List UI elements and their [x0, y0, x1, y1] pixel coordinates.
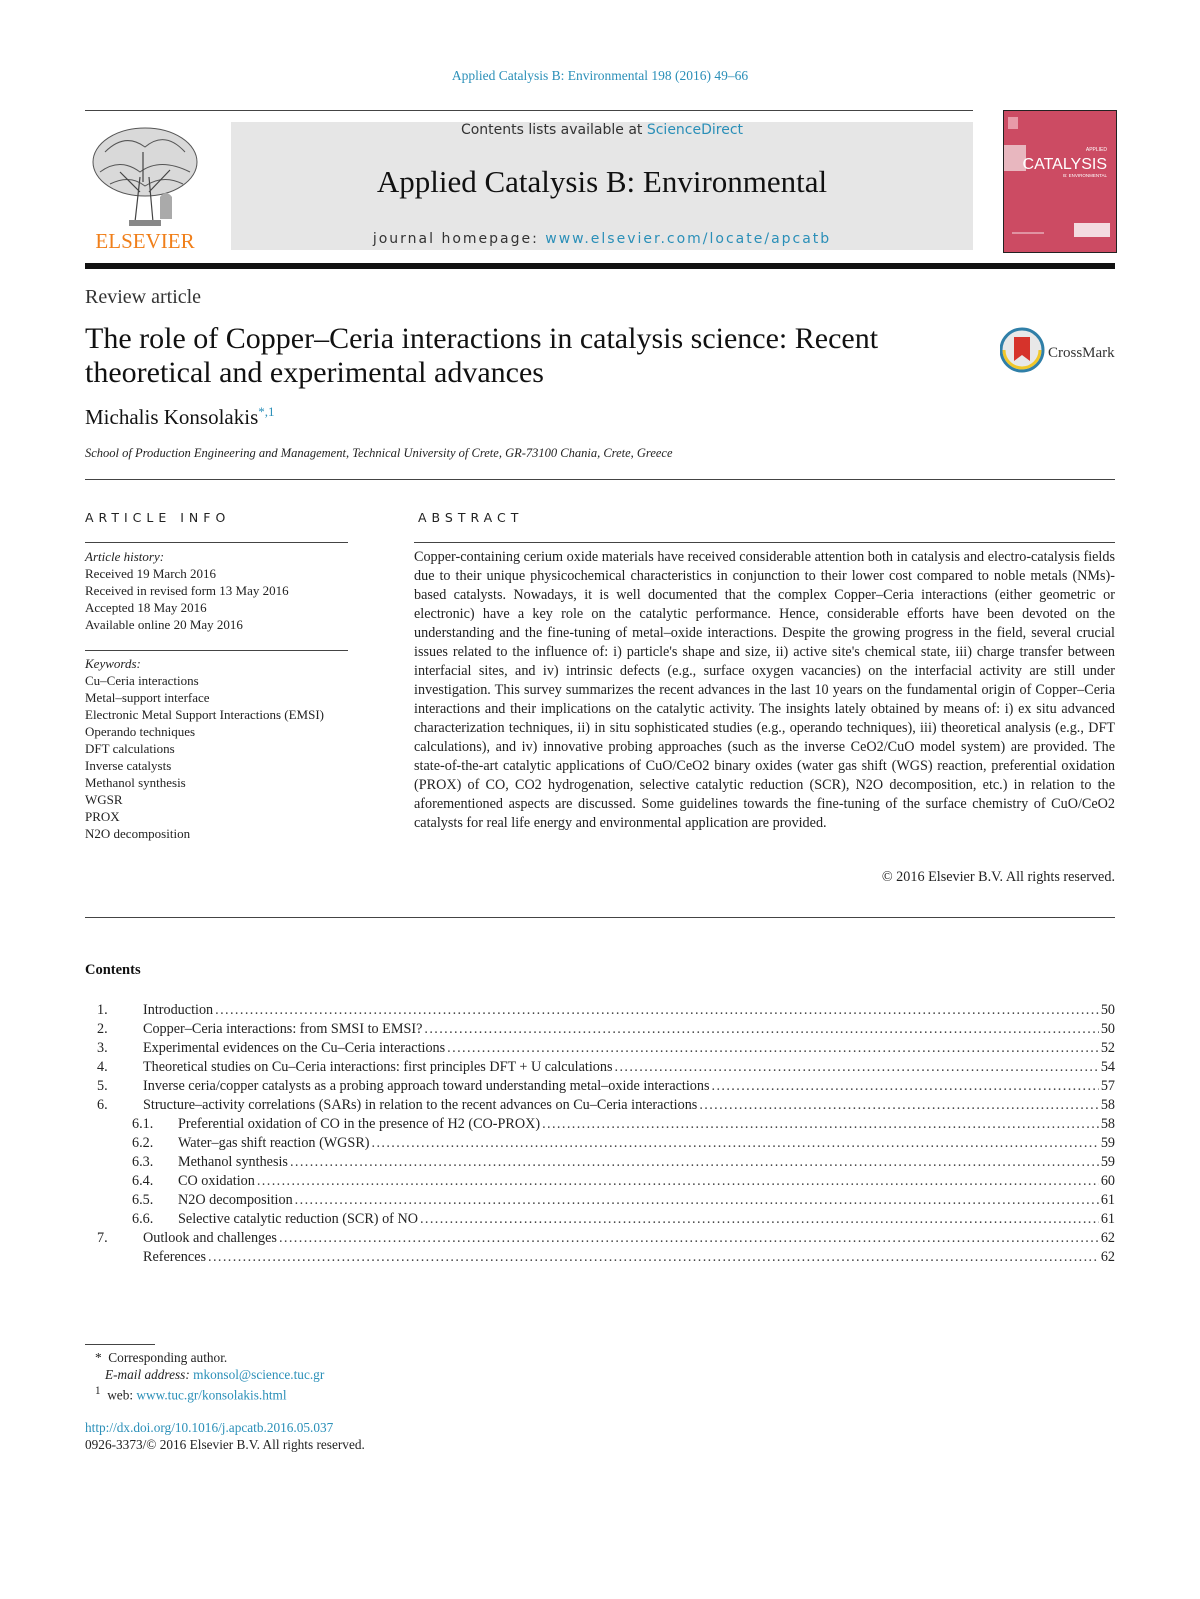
- history-label: Article history:: [85, 549, 165, 564]
- toc-leader: [215, 1001, 1099, 1020]
- toc-entry[interactable]: [85, 1153, 1115, 1172]
- toc-title: Preferential oxidation of CO in the presence of H2 (CO-PROX): [178, 1116, 541, 1132]
- toc-entry[interactable]: [85, 1115, 1115, 1134]
- keyword: Operando techniques: [85, 724, 196, 739]
- author-name: Michalis Konsolakis$^{*,1}$: [85, 404, 275, 429]
- toc-entry[interactable]: [85, 1039, 1115, 1058]
- toc-title: Water–gas shift reaction (WGSR): [178, 1135, 370, 1151]
- contents-heading: Contents: [85, 962, 141, 978]
- journal-cover-image: [1004, 111, 1116, 252]
- article-info-rule: [85, 542, 348, 543]
- journal-reference[interactable]: Applied Catalysis B: Environmental 198 (2016) 49–66: [451, 68, 749, 83]
- toc-leader: [542, 1115, 1099, 1134]
- affiliation-rule: [85, 479, 1115, 480]
- toc-title: Outlook and challenges: [143, 1230, 277, 1246]
- toc-page: 59: [1100, 1154, 1115, 1170]
- article-history: [85, 548, 355, 633]
- toc-leader: [279, 1229, 1099, 1248]
- abstract-rule: [414, 542, 1115, 543]
- toc-leader: [295, 1191, 1099, 1210]
- toc-entry[interactable]: [85, 1172, 1115, 1191]
- cover-top-label: APPLIED: [1085, 147, 1107, 153]
- email-link[interactable]: mkonsol@science.tuc.gr: [193, 1367, 325, 1382]
- toc-number: 6.3.: [132, 1154, 154, 1170]
- toc-leader: [372, 1134, 1099, 1153]
- keyword: N2O decomposition: [85, 826, 191, 841]
- toc-entry[interactable]: [85, 1210, 1115, 1229]
- toc-page: 58: [1100, 1116, 1115, 1132]
- journal-homepage-line: journal homepage: www.elsevier.com/locate/apcatb: [372, 231, 832, 247]
- toc-page: 61: [1100, 1211, 1115, 1227]
- elsevier-wordmark: ELSEVIER: [95, 229, 195, 252]
- crossmark-icon: [1000, 325, 1118, 375]
- keyword: Electronic Metal Support Interactions (EMSI): [85, 707, 324, 722]
- article-type: Review article: [85, 286, 202, 308]
- keywords-rule: [85, 650, 348, 651]
- toc-entry[interactable]: [85, 1229, 1115, 1248]
- email-note: E-mail address: mkonsol@science.tuc.gr: [104, 1367, 325, 1382]
- toc-title: Experimental evidences on the Cu–Ceria interactions: [143, 1040, 446, 1056]
- header-thick-rule: [85, 263, 1115, 269]
- cover-subtitle: B: ENVIRONMENTAL: [1063, 173, 1107, 178]
- toc-entry[interactable]: [85, 1001, 1115, 1020]
- toc-title: N2O decomposition: [178, 1192, 293, 1208]
- doi-block: [85, 1419, 365, 1453]
- toc-title: Introduction: [143, 1002, 214, 1018]
- cover-title: CATALYSIS: [1022, 156, 1107, 173]
- keyword: Metal–support interface: [85, 690, 210, 705]
- toc-entry[interactable]: [85, 1191, 1115, 1210]
- toc-title: References: [143, 1249, 207, 1265]
- toc-title: Inverse ceria/copper catalysts as a probing approach toward understanding metal–oxide interactions: [143, 1078, 710, 1094]
- toc-entry[interactable]: [85, 1058, 1115, 1077]
- toc-number: 1.: [97, 1002, 108, 1018]
- toc-number: 6.6.: [132, 1211, 154, 1227]
- toc-entry[interactable]: [85, 1248, 1115, 1267]
- toc-entry[interactable]: [85, 1077, 1115, 1096]
- abstract-copyright: © 2016 Elsevier B.V. All rights reserved.: [881, 869, 1115, 885]
- toc-page: 58: [1100, 1097, 1115, 1113]
- footnotes: [85, 1349, 324, 1403]
- toc-leader: [712, 1077, 1099, 1096]
- toc-number: 3.: [97, 1040, 108, 1056]
- elsevier-logo: [85, 122, 205, 252]
- toc-page: 50: [1100, 1002, 1115, 1018]
- history-item: Received in revised form 13 May 2016: [85, 583, 289, 598]
- author-affiliation: School of Production Engineering and Management, Technical University of Crete, GR-73100 Chania, Crete, Greece: [85, 446, 673, 460]
- toc-title: Copper–Ceria interactions: from SMSI to EMSI?: [143, 1021, 423, 1037]
- toc-title: Methanol synthesis: [178, 1154, 288, 1170]
- article-title: The role of Copper–Ceria interactions in catalysis science: Recent theoretical and experimental advances: [85, 322, 879, 389]
- history-item: Received 19 March 2016: [85, 566, 217, 581]
- toc-leader: [615, 1058, 1099, 1077]
- keyword: PROX: [85, 809, 120, 824]
- history-item: Available online 20 May 2016: [85, 617, 243, 632]
- issn-copyright: 0926-3373/© 2016 Elsevier B.V. All rights reserved.: [85, 1437, 365, 1452]
- keyword: Cu–Ceria interactions: [85, 673, 199, 688]
- web-link[interactable]: www.tuc.gr/konsolakis.html: [136, 1387, 287, 1403]
- toc-title: CO oxidation: [178, 1173, 255, 1189]
- keywords-list: [85, 655, 355, 842]
- table-of-contents: [85, 1001, 1115, 1267]
- toc-page: 50: [1100, 1021, 1115, 1037]
- article-info-heading: ARTICLE INFO: [85, 510, 231, 525]
- toc-number: 7.: [97, 1230, 108, 1246]
- toc-leader: [290, 1153, 1099, 1172]
- toc-leader: [257, 1172, 1099, 1191]
- sciencedirect-link[interactable]: ScienceDirect: [646, 122, 744, 138]
- toc-entry[interactable]: [85, 1134, 1115, 1153]
- footnote-rule: [85, 1344, 155, 1345]
- toc-page: 54: [1100, 1059, 1115, 1075]
- toc-page: 52: [1100, 1040, 1115, 1056]
- toc-leader: [420, 1210, 1099, 1229]
- toc-number: 5.: [97, 1078, 108, 1094]
- abstract-heading: ABSTRACT: [418, 510, 524, 525]
- toc-title: Structure–activity correlations (SARs) in relation to the recent advances on Cu–Ceria interactions: [143, 1097, 698, 1113]
- keywords-label: Keywords:: [85, 656, 141, 671]
- homepage-link[interactable]: www.elsevier.com/locate/apcatb: [545, 231, 832, 247]
- toc-number: 6.4.: [132, 1173, 154, 1189]
- header-rule: [85, 110, 973, 111]
- author-footnote-marks[interactable]: *,1: [258, 404, 275, 419]
- toc-page: 61: [1100, 1192, 1115, 1208]
- toc-page: 59: [1100, 1135, 1115, 1151]
- corresponding-author-note: * Corresponding author.: [94, 1350, 228, 1365]
- toc-number: 6.1.: [132, 1116, 154, 1132]
- crossmark-label: CrossMark: [1048, 345, 1115, 361]
- toc-title: Theoretical studies on Cu–Ceria interactions: first principles DFT + U calculations: [143, 1059, 613, 1075]
- toc-number: 4.: [97, 1059, 108, 1075]
- toc-leader: [208, 1248, 1099, 1267]
- journal-cover[interactable]: [1003, 110, 1117, 253]
- toc-page: 57: [1100, 1078, 1115, 1094]
- toc-entry[interactable]: [85, 1020, 1115, 1039]
- toc-number: 6.: [97, 1097, 108, 1113]
- abstract-text: Copper-containing cerium oxide materials have received considerable attention both in catalysis and electro-catalysis fields due to their unique physicochemical characteristics in conjunction to their lower cost compared to noble metals (NMs)-based catalysts. Nowadays, it is well documented that the complex Copper–Ceria interactions (either geometric or electronic) have a key role on the catalytic performance. Hence, considerable efforts have been devoted on the understanding and the fine-tuning of metal–oxide interactions. Despite the growing progress in the field, several crucial issues related to the influence of: i) particle's shape and size, ii) active site's chemical state, iii) charge transfer between interfacial sites, and iv) intrinsic defects (e.g., surface oxygen vacancies) on the interfacial activity are still under investigation. This survey summarizes the recent advances in the last 10 years on the fundamental origin of Copper–Ceria interactions and their implications on the catalytic activity. The insights lately obtained by means of: i) ex situ advanced characterization techniques, ii) in situ sophisticated studies (e.g., operando techniques), iii) theoretical analysis (e.g., DFT calculations), and iv) innovative probing approaches (such as the inverse CeO2/CuO model system) are provided. The state-of-the-art catalytic applications of CuO/CeO2 binary oxides (water gas shift (WGS) reaction, preferential oxidation (PROX) of CO, CO2 hydrogenation, selective catalytic reduction (SCR), N2O decomposition, etc.) in relation to the aforementioned aspects are discussed. Some guidelines towards the fine-tuning of the surface chemistry of CuO/CeO2 catalysts for real life energy and environmental application are provided.: [414, 549, 1115, 831]
- toc-page: 60: [1100, 1173, 1115, 1189]
- toc-page: 62: [1100, 1249, 1115, 1265]
- history-item: Accepted 18 May 2016: [85, 600, 207, 615]
- crossmark-badge[interactable]: [1000, 325, 1118, 375]
- toc-page: 62: [1100, 1230, 1115, 1246]
- toc-number: 6.2.: [132, 1135, 154, 1151]
- keyword: Inverse catalysts: [85, 758, 172, 773]
- keyword: WGSR: [85, 792, 123, 807]
- toc-entry[interactable]: [85, 1096, 1115, 1115]
- toc-leader: [424, 1020, 1098, 1039]
- toc-leader: [447, 1039, 1099, 1058]
- toc-title: Selective catalytic reduction (SCR) of NO: [178, 1211, 418, 1227]
- tree-icon: [85, 122, 205, 252]
- toc-number: 2.: [97, 1021, 108, 1037]
- toc-number: 6.5.: [132, 1192, 154, 1208]
- contents-available-line: Contents lists available at ScienceDirect: [460, 122, 744, 138]
- abstract-bottom-rule: [85, 917, 1115, 918]
- toc-leader: [699, 1096, 1098, 1115]
- doi-link[interactable]: http://dx.doi.org/10.1016/j.apcatb.2016.05.037: [85, 1420, 334, 1435]
- web-note: $^1$ web: www.tuc.gr/konsolakis.html: [94, 1385, 287, 1403]
- keyword: Methanol synthesis: [85, 775, 186, 790]
- journal-title: Applied Catalysis B: Environmental: [376, 164, 828, 199]
- keyword: DFT calculations: [85, 741, 175, 756]
